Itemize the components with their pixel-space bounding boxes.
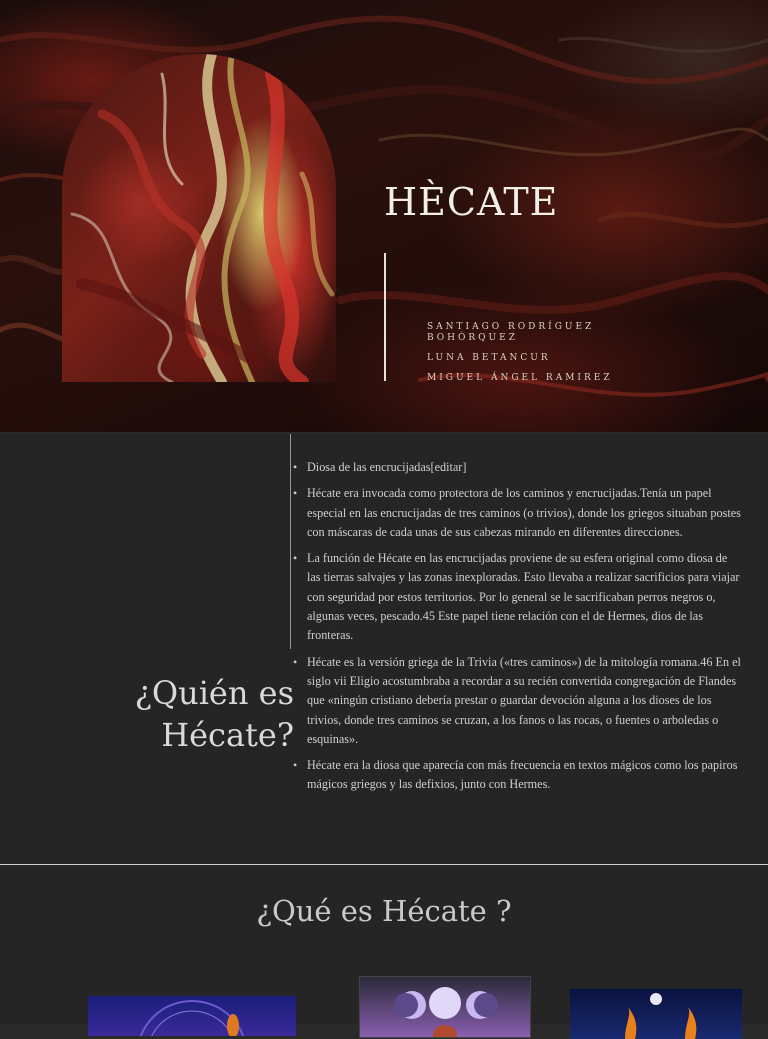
bullet-dot-icon: • [293,654,298,669]
presentation-title: HÈCATE [384,180,559,224]
bullet-text: Hécate es la versión griega de la Trivia («tres caminos») de la mitología romana.46 En el siglo vii Eligio acostumbraba a recordar a su recién convertida congregación de Flandes que «ningún cristiano debería prestar o guardar devoción alguna a los dioses de los trivios, donde tres caminos se cruzan, a los fanos o las rocas, o fuentes o arboledas o esquinas». [307,654,741,746]
what-is-hecate-slide [0,866,768,1024]
slide-heading: ¿Qué es Hécate ? [256,894,512,928]
bullet-item [291,458,743,477]
bullet-item [291,653,743,749]
bullet-dot-icon: • [293,486,298,501]
cover-slide [0,0,768,432]
bullet-dot-icon: • [293,460,298,474]
hecate-image-3 [570,989,742,1039]
author-name: SANTIAGO RODRÍGUEZ BOHÓRQUEZ [427,322,595,343]
bullet-item [291,549,743,645]
slide-separator [0,864,768,865]
hecate-image-1 [88,996,296,1036]
bullet-dot-icon: • [293,551,298,566]
bullet-item [291,756,743,795]
title-divider-line [384,253,386,381]
bullet-text: Hécate era la diosa que aparecía con más frecuencia en textos mágicos como los papiros mágicos griegos y las defixios, junto con Hermes. [307,758,738,792]
bullet-item [291,484,743,542]
authors-list [427,322,627,393]
bullet-text: Hécate era invocada como protectora de los caminos y encrucijadas.Tenía un papel especial en las encrucijadas de tres caminos (o trivios), donde los griegos situaban postes con máscaras de cada unas de sus cabezas mirando en diferentes direcciones. [307,486,741,539]
marble-arch-image [62,54,336,382]
author-name: LUNA BETANCUR [427,353,551,363]
bullet-list [291,458,743,802]
bullet-dot-icon: • [293,758,298,773]
slide-heading [135,672,294,756]
hecate-image-2 [359,976,531,1038]
bullet-text: Diosa de las encrucijadas[editar] [307,460,467,474]
slide-heading-text: ¿Quién es Hécate? [134,674,294,754]
author-name: MIGUEL ÁNGEL RAMIREZ [427,373,613,383]
bullet-text: La función de Hécate en las encrucijadas proviene de su esfera original como diosa de las tierras salvajes y las zonas inexploradas. Esto llevaba a realizar sacrificios para viajar con seguridad por estos territorios. Por lo general se le sacrificaban perros negros o, algunas veces, pescado.45 Este papel tiene relación con el de Hermes, dios de las fronteras. [307,551,740,643]
who-is-hecate-slide [0,434,768,864]
